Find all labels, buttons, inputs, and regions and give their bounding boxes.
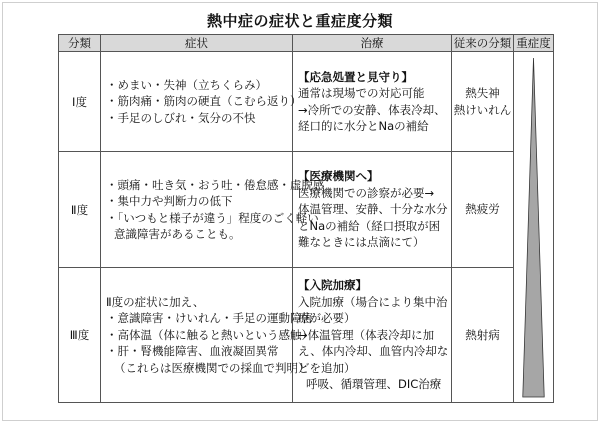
old-classification-line: 熱失神 (465, 85, 500, 100)
treatment-line: とNaの補給（経口摂取が困 (298, 218, 441, 233)
symptom-line: 意識障害があることも。 (114, 227, 241, 241)
symptom-line: ・筋肉痛・筋肉の硬直（こむら返り） (106, 94, 302, 109)
treatment-line: どを追加） (298, 360, 356, 375)
header-symptoms: 症状 (101, 35, 293, 52)
header-classification: 分類 (59, 35, 101, 52)
treatment-line: →体温管理（体表冷却に加 (298, 327, 435, 342)
symptom-line: Ⅱ度の症状に加え、 (106, 294, 205, 309)
old-classification-line: 熱疲労 (465, 202, 500, 216)
header-row (59, 35, 554, 52)
treatment-heading: 【応急処置と見守り】 (298, 69, 413, 84)
treatment-cell (293, 268, 452, 403)
symptoms-cell (101, 152, 325, 268)
header-treatment: 治療 (293, 35, 452, 52)
severity-table (58, 34, 554, 403)
treatment-heading: 【医療機関へ】 (298, 169, 379, 184)
header-severity: 重症度 (514, 35, 554, 52)
symptom-line: ・「いつもと様子が違う」程度のごく軽い (106, 210, 319, 225)
header-old-classification: 従来の分類 (452, 35, 514, 52)
treatment-line: 体温管理、安静、十分な水分 (298, 202, 448, 217)
grade-cell: Ⅰ度 (59, 52, 101, 152)
page-title: 熱中症の症状と重症度分類 (206, 12, 393, 30)
symptom-line: ・意識障害・けいれん・手足の運動障害 (106, 311, 313, 326)
treatment-line: 経口的に水分とNaの補給 (298, 119, 429, 133)
grade-cell: Ⅱ度 (59, 152, 101, 268)
old-classification-line: 熱射病 (465, 327, 500, 342)
treatment-cell (293, 52, 452, 152)
treatment-line: 通常は現場での対応可能 (298, 86, 425, 100)
old-classification-line: 熱けいれん (453, 102, 512, 117)
treatment-line: →冷所での安静、体表冷却、 (298, 102, 446, 117)
treatment-line: 難なときには点滴にて） (298, 235, 425, 250)
old-classification-cell (452, 152, 514, 268)
old-classification-cell (452, 52, 514, 152)
symptom-line: ・肝・腎機能障害、血液凝固異常 (106, 344, 279, 359)
severity-wedge-graphic (514, 52, 553, 402)
symptom-line: ・集中力や判断力の低下 (106, 194, 233, 208)
treatment-line: 入院加療（場合により集中治 (298, 294, 448, 309)
treatment-line: 療が必要） (298, 311, 356, 326)
table-row (59, 52, 554, 152)
symptom-line: （これらは医療機関での採血で判明） (114, 360, 310, 375)
table-row (59, 152, 554, 268)
symptom-line: ・めまい・失神（立ちくらみ） (106, 77, 267, 92)
table-row (59, 268, 554, 403)
grade-cell: Ⅲ度 (59, 268, 101, 403)
treatment-line: 呼吸、循環管理、DIC治療 (306, 377, 442, 392)
symptoms-cell (101, 268, 313, 403)
treatment-line: 医療機関での診察が必要→ (298, 185, 435, 200)
treatment-heading: 【入院加療】 (298, 278, 367, 293)
symptom-line: ・手足のしびれ・気分の不快 (106, 110, 256, 125)
symptom-line: ・頭痛・吐き気・おう吐・倦怠感・虚脱感 (106, 177, 325, 192)
treatment-cell (293, 152, 452, 268)
severity-wedge (523, 58, 544, 397)
symptoms-cell (101, 52, 302, 152)
old-classification-cell (452, 268, 514, 403)
treatment-line: え、体内冷却、血管内冷却な (298, 344, 449, 359)
symptom-line: ・高体温（体に触ると熱いという感触） (106, 327, 313, 342)
severity-cell (514, 52, 554, 403)
